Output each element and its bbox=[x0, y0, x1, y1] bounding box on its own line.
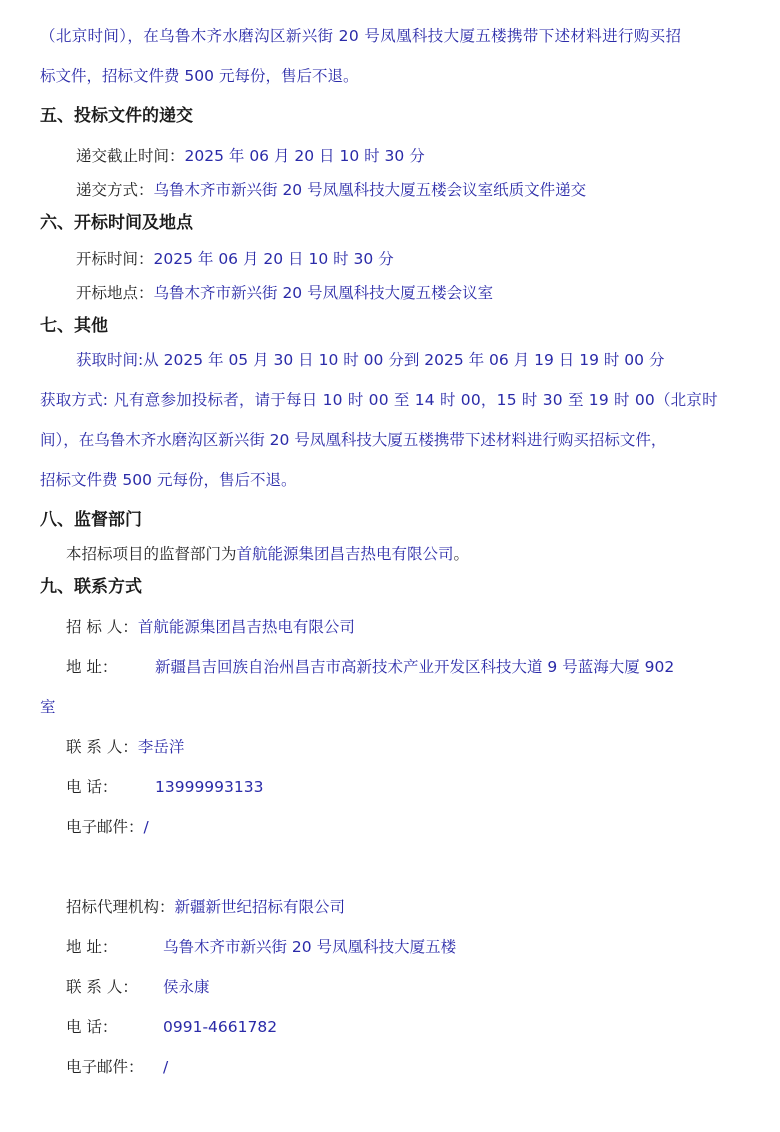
supervision-prefix: 本招标项目的监督部门为 bbox=[66, 545, 237, 563]
tenderer-email-row bbox=[66, 817, 149, 837]
submission-deadline-value: 2025 年 06 月 20 日 10 时 30 分 bbox=[184, 147, 425, 165]
agency-address-row bbox=[66, 937, 456, 957]
opening-time-label: 开标时间： bbox=[76, 250, 154, 268]
tenderer-address-label: 地 址： bbox=[66, 658, 118, 676]
section5-heading: 五、投标文件的递交 bbox=[40, 106, 193, 126]
opening-place-label: 开标地点： bbox=[76, 284, 154, 302]
supervision-org: 首航能源集团昌吉热电有限公司 bbox=[236, 545, 454, 563]
tenderer-address-continuation: 室 bbox=[40, 698, 56, 716]
agency-address-label: 地 址： bbox=[66, 938, 118, 956]
supervision-text bbox=[66, 544, 469, 564]
agency-email-label: 电子邮件： bbox=[66, 1058, 144, 1076]
tenderer-email-label: 电子邮件： bbox=[66, 818, 144, 836]
opening-place-value: 乌鲁木齐市新兴街 20 号凤凰科技大厦五楼会议室 bbox=[153, 284, 494, 302]
tenderer-org-label: 招 标 人： bbox=[66, 618, 138, 636]
opening-place-row bbox=[76, 283, 493, 303]
intro-line-2: 标文件，招标文件费 500 元每份，售后不退。 bbox=[40, 67, 359, 85]
tenderer-org-row bbox=[66, 617, 355, 637]
opening-time-row bbox=[76, 249, 394, 269]
tenderer-address-value: 新疆昌吉回族自治州昌吉市高新技术产业开发区科技大道 9 号蓝海大厦 902 bbox=[155, 658, 675, 676]
agency-contact-value: 侯永康 bbox=[163, 978, 210, 996]
agency-phone-value: 0991-4661782 bbox=[163, 1018, 278, 1036]
submission-method-row bbox=[76, 180, 586, 200]
agency-contact-row bbox=[66, 977, 210, 997]
agency-contact-label: 联 系 人： bbox=[66, 978, 138, 996]
submission-method-value: 乌鲁木齐市新兴街 20 号凤凰科技大厦五楼会议室纸质文件递交 bbox=[153, 181, 587, 199]
tenderer-email-value: / bbox=[143, 818, 149, 836]
section7-heading: 七、其他 bbox=[40, 316, 108, 336]
agency-org-value: 新疆新世纪招标有限公司 bbox=[174, 898, 346, 916]
submission-method-label: 递交方式： bbox=[76, 181, 154, 199]
agency-org-label: 招标代理机构： bbox=[66, 898, 175, 916]
tenderer-contact-label: 联 系 人： bbox=[66, 738, 138, 756]
section8-heading: 八、监督部门 bbox=[40, 510, 142, 530]
agency-org-row bbox=[66, 897, 345, 917]
opening-time-value: 2025 年 06 月 20 日 10 时 30 分 bbox=[153, 250, 394, 268]
acquire-method-line-1: 获取方式: 凡有意参加投标者，请于每日 10 时 00 至 14 时 00，15 时 30 至 19 时 00（北京时 bbox=[40, 391, 718, 409]
acquire-method-line-2: 间），在乌鲁木齐水磨沟区新兴街 20 号凤凰科技大厦五楼携带下述材料进行购买招标文件， bbox=[40, 431, 667, 449]
submission-deadline-label: 递交截止时间： bbox=[76, 147, 185, 165]
tenderer-phone-label: 电 话： bbox=[66, 778, 118, 796]
agency-phone-row bbox=[66, 1017, 277, 1037]
tenderer-contact-value: 李岳洋 bbox=[137, 738, 185, 756]
submission-deadline-row bbox=[76, 146, 425, 166]
agency-email-row bbox=[66, 1057, 168, 1077]
tenderer-phone-row bbox=[66, 777, 263, 797]
agency-email-value: / bbox=[163, 1058, 169, 1076]
tenderer-address-row bbox=[66, 657, 674, 677]
tenderer-contact-row bbox=[66, 737, 184, 757]
intro-line-1: （北京时间），在乌鲁木齐水磨沟区新兴街 20 号凤凰科技大厦五楼携带下述材料进行购买招 bbox=[40, 27, 682, 45]
tenderer-phone-value: 13999993133 bbox=[155, 778, 264, 796]
acquire-method-line-3: 招标文件费 500 元每份，售后不退。 bbox=[40, 471, 297, 489]
section6-heading: 六、开标时间及地点 bbox=[40, 213, 193, 233]
supervision-suffix: 。 bbox=[453, 545, 470, 563]
agency-address-value: 乌鲁木齐市新兴街 20 号凤凰科技大厦五楼 bbox=[163, 938, 457, 956]
tenderer-org-value: 首航能源集团昌吉热电有限公司 bbox=[137, 618, 355, 636]
section9-heading: 九、联系方式 bbox=[40, 577, 142, 597]
agency-phone-label: 电 话： bbox=[66, 1018, 118, 1036]
acquire-time: 获取时间:从 2025 年 05 月 30 日 10 时 00 分到 2025 年 06 月 19 日 19 时 00 分 bbox=[76, 351, 665, 369]
